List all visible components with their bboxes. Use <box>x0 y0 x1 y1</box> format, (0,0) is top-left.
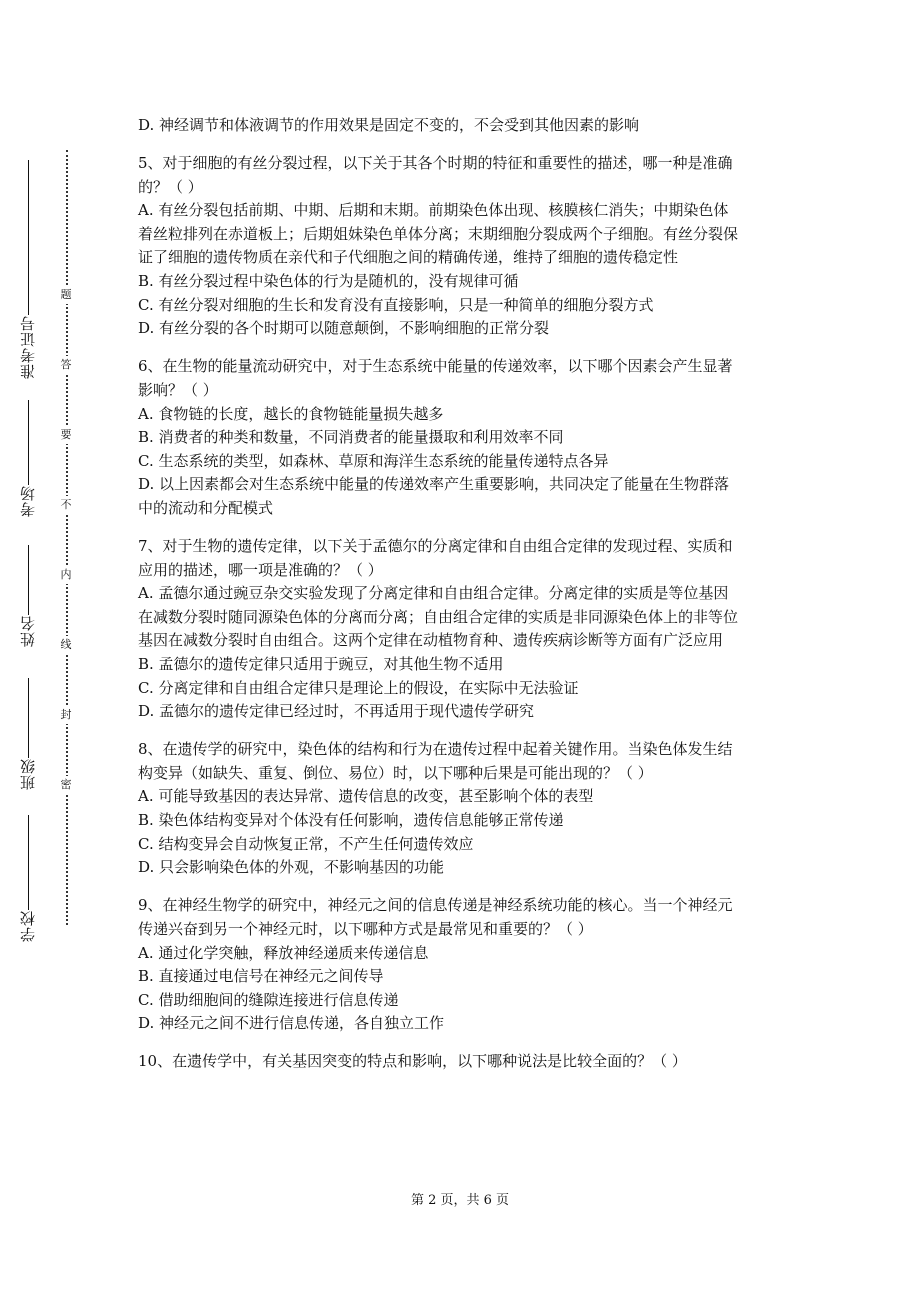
question-stem-line: 8、在遗传学的研究中，染色体的结构和行为在遗传过程中起着关键作用。当染色体发生结 <box>138 740 733 759</box>
option-line: B. 有丝分裂过程中染色体的行为是随机的，没有规律可循 <box>138 272 519 291</box>
question-stem-line: 5、对于细胞的有丝分裂过程，以下关于其各个时期的特征和重要性的描述，哪一种是准确 <box>138 154 733 173</box>
question-stem-line: 影响？（ ） <box>138 380 218 399</box>
question-stem-line: 应用的描述，哪一项是准确的？（ ） <box>138 560 383 579</box>
question-stem-line: 7、对于生物的遗传定律，以下关于孟德尔的分离定律和自由组合定律的发现过程、实质和 <box>138 537 733 555</box>
option-line: D. 以上因素都会对生态系统中能量的传递效率产生重要影响，共同决定了能量在生物群落 <box>138 475 730 494</box>
seal-char: 不 <box>58 496 74 514</box>
field-label: 姓名 <box>19 615 37 647</box>
field-name <box>14 545 42 647</box>
binding-margin <box>0 0 120 1302</box>
question-stem-line: 10、在遗传学中，有关基因突变的特点和影响，以下哪种说法是比较全面的？（ ） <box>138 1052 687 1071</box>
field-label: 准考证号 <box>19 315 37 379</box>
option-line: D. 孟德尔的遗传定律已经过时，不再适用于现代遗传学研究 <box>138 702 535 721</box>
field-class <box>14 678 42 790</box>
seal-char: 密 <box>58 776 74 794</box>
question-block <box>138 114 808 138</box>
option-line: C. 结构变异会自动恢复正常，不产生任何遗传效应 <box>138 834 474 853</box>
question-block <box>138 355 808 520</box>
field-school <box>14 815 42 942</box>
option-line: A. 通过化学突触，释放神经递质来传递信息 <box>138 943 429 962</box>
question-block <box>138 535 808 724</box>
option-line: 证了细胞的遗传物质在亲代和子代细胞之间的精确传递，维持了细胞的遗传稳定性 <box>138 248 679 267</box>
seal-char: 要 <box>58 426 74 444</box>
question-list <box>138 114 808 1088</box>
seal-char: 线 <box>58 636 74 654</box>
option-line: D. 神经元之间不进行信息传递，各自独立工作 <box>138 1014 445 1033</box>
option-line: D. 神经调节和体液调节的作用效果是固定不变的，不会受到其他因素的影响 <box>138 116 640 134</box>
option-line: B. 消费者的种类和数量，不同消费者的能量摄取和利用效率不同 <box>138 428 564 447</box>
option-line: B. 直接通过电信号在神经元之间传导 <box>138 967 384 986</box>
option-line: C. 有丝分裂对细胞的生长和发育没有直接影响，只是一种简单的细胞分裂方式 <box>138 295 654 314</box>
field-exam-number <box>14 160 42 379</box>
seal-dotted-line <box>66 150 68 925</box>
option-line: C. 生态系统的类型，如森林、草原和海洋生态系统的能量传递特点各异 <box>138 451 609 470</box>
question-stem-line: 构变异（如缺失、重复、倒位、易位）时，以下哪种后果是可能出现的？（ ） <box>138 763 653 782</box>
option-line: B. 孟德尔的遗传定律只适用于豌豆，对其他生物不适用 <box>138 654 504 673</box>
option-line: B. 染色体结构变异对个体没有任何影响，遗传信息能够正常传递 <box>138 811 564 830</box>
page-number: 第 2 页，共 6 页 <box>410 1193 510 1208</box>
seal-char: 封 <box>58 706 74 724</box>
option-line: A. 孟德尔通过豌豆杂交实验发现了分离定律和自由组合定律。分离定律的实质是等位基因 <box>138 584 729 603</box>
option-line: 在减数分裂时随同源染色体的分离而分离；自由组合定律的实质是非同源染色体上的非等位 <box>138 607 739 626</box>
seal-char: 内 <box>58 566 74 584</box>
option-line: A. 有丝分裂包括前期、中期、后期和末期。前期染色体出现、核膜核仁消失；中期染色体 <box>138 201 729 220</box>
option-line: 基因在减数分裂时自由组合。这两个定律在动植物育种、遗传疾病诊断等方面有广泛应用 <box>138 631 724 650</box>
question-stem-line: 传递兴奋到另一个神经元时，以下哪种方式是最常见和重要的？（ ） <box>138 919 593 938</box>
question-stem-line: 6、在生物的能量流动研究中，对于生态系统中能量的传递效率，以下哪个因素会产生显著 <box>138 357 733 376</box>
option-line: 着丝粒排列在赤道板上；后期姐妹染色单体分离；末期细胞分裂成两个子细胞。有丝分裂保 <box>138 224 739 243</box>
field-exam-room <box>14 400 42 517</box>
seal-char: 答 <box>58 356 74 374</box>
question-block <box>138 152 808 341</box>
question-stem-line: 9、在神经生物学的研究中，神经元之间的信息传递是神经系统功能的核心。当一个神经元 <box>138 896 733 915</box>
option-line: A. 食物链的长度，越长的食物链能量损失越多 <box>138 404 444 423</box>
seal-char: 题 <box>58 286 74 304</box>
option-line: 中的流动和分配模式 <box>138 498 274 517</box>
question-block <box>138 1050 808 1074</box>
option-line: C. 借助细胞间的缝隙连接进行信息传递 <box>138 990 399 1009</box>
field-label: 学校 <box>19 910 37 942</box>
question-stem-line: 的？（ ） <box>138 177 203 196</box>
option-line: C. 分离定律和自由组合定律只是理论上的假设，在实际中无法验证 <box>138 678 579 697</box>
field-label: 考场 <box>19 485 37 517</box>
question-block <box>138 894 808 1036</box>
question-block <box>138 738 808 880</box>
option-line: D. 只会影响染色体的外观，不影响基因的功能 <box>138 858 445 877</box>
option-line: A. 可能导致基因的表达异常、遗传信息的改变，甚至影响个体的表型 <box>138 787 594 806</box>
field-label: 班级 <box>19 758 37 790</box>
option-line: D. 有丝分裂的各个时期可以随意颠倒，不影响细胞的正常分裂 <box>138 319 550 338</box>
